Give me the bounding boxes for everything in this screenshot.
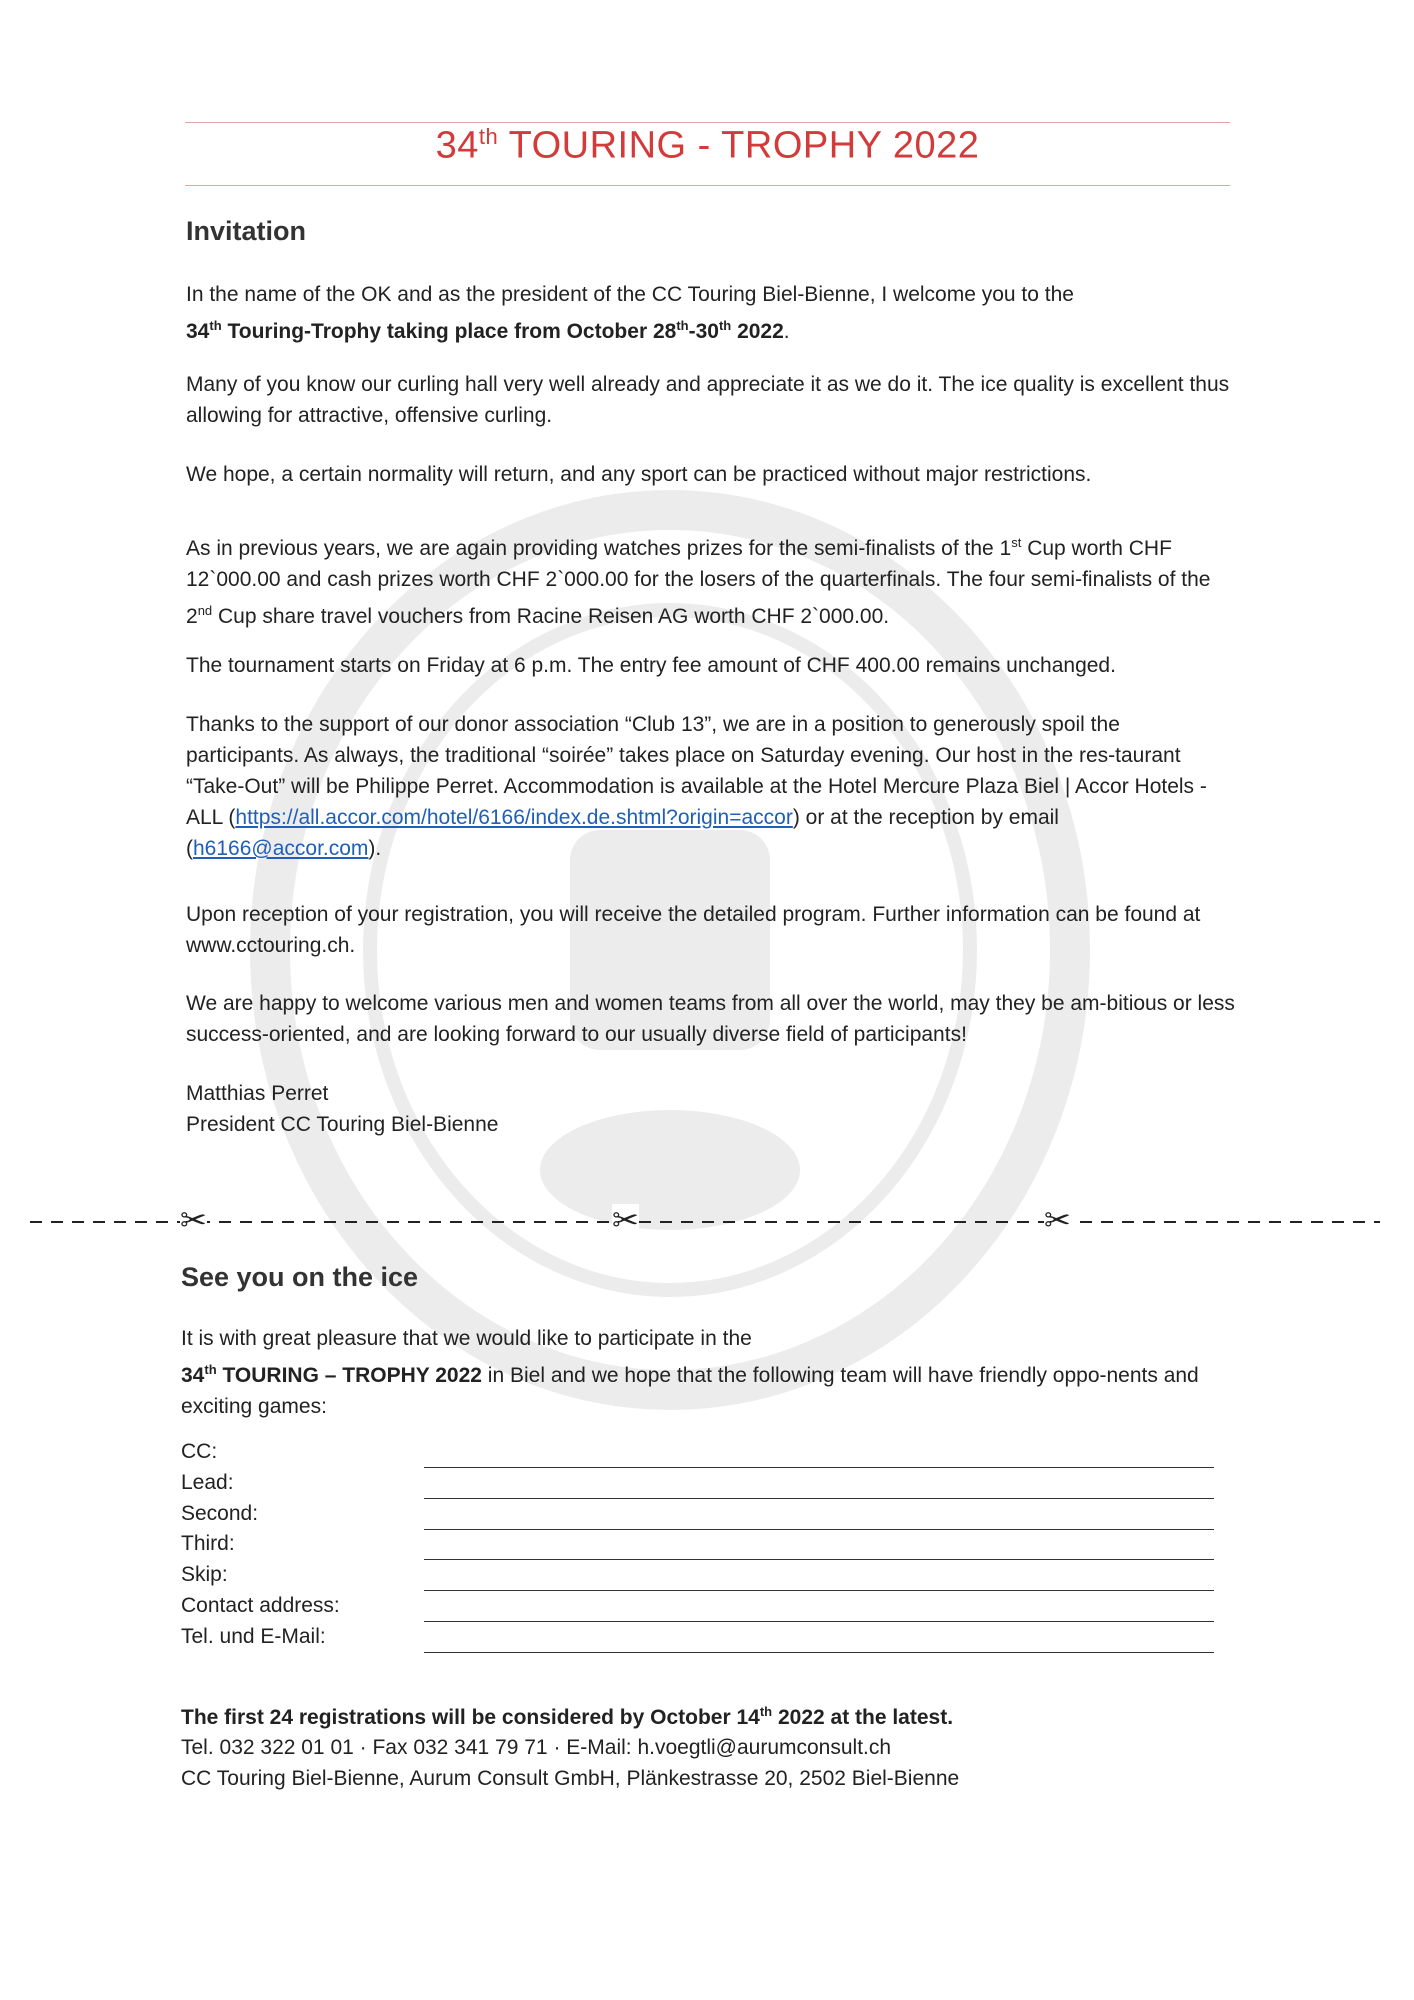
- paragraph-normality: We hope, a certain normality will return, and any sport can be practiced without major restrictions.: [186, 463, 1092, 486]
- paragraph-soiree: Thanks to the support of our donor association “Club 13”, we are in a position to generously spoil the participants. As always, the traditional “soirée” takes place on Saturday evening. Our host in the res-taurant “Take-Out” will be Philippe Perret. Accommodation is available at the Hotel Mercure Plaza Biel | Accor Hotels - ALL (https://all.accor.com/hotel/6166/index.de.shtml?origin=accor) or at the reception by email (h6166@accor.com).: [186, 713, 1207, 860]
- field-label-contact-address: Contact address:: [181, 1594, 340, 1617]
- title-bottom-rule: [185, 185, 1230, 186]
- scissors-icon: ✂: [612, 1202, 639, 1238]
- field-line-third[interactable]: [424, 1559, 1214, 1560]
- invitation-heading: Invitation: [186, 216, 306, 246]
- scissors-icon: ✂: [180, 1202, 207, 1238]
- signature-name: Matthias Perret: [186, 1082, 329, 1105]
- cut-line: [30, 1210, 1380, 1234]
- paragraph-welcome-teams: We are happy to welcome various men and women teams from all over the world, may they be am-bitious or less success-oriented, and are looking forward to our usually diverse field of participants!: [186, 992, 1235, 1046]
- title-top-rule: [185, 122, 1230, 123]
- field-label-skip: Skip:: [181, 1563, 228, 1586]
- field-line-lead[interactable]: [424, 1498, 1214, 1499]
- paragraph-program: Upon reception of your registration, you will receive the detailed program. Further information can be found at www.cctouring.ch.: [186, 903, 1201, 957]
- paragraph-prizes: As in previous years, we are again providing watches prizes for the semi-finalists of the 1st Cup worth CHF 12`000.00 and cash prizes worth CHF 2`000.00 for the losers of the quarterfinals. The four semi-finalists of the 2nd Cup share travel vouchers from Racine Reisen AG worth CHF 2`000.00.: [186, 535, 1211, 628]
- field-label-tel-email: Tel. und E-Mail:: [181, 1625, 326, 1648]
- field-line-second[interactable]: [424, 1529, 1214, 1530]
- field-line-cc[interactable]: [424, 1467, 1214, 1468]
- field-line-tel-email[interactable]: [424, 1652, 1214, 1653]
- hotel-email-link[interactable]: h6166@accor.com: [193, 837, 369, 860]
- registration-heading: See you on the ice: [181, 1262, 419, 1292]
- paragraph-curling-hall: Many of you know our curling hall very well already and appreciate it as we do it. The ice quality is excellent thus allowing for attractive, offensive curling.: [186, 373, 1230, 427]
- page-title: 34th TOURING - TROPHY 2022: [435, 124, 980, 167]
- field-label-lead: Lead:: [181, 1471, 234, 1494]
- signature: [186, 1078, 1236, 1140]
- paragraph-entry-fee: The tournament starts on Friday at 6 p.m. The entry fee amount of CHF 400.00 remains unchanged.: [186, 654, 1116, 677]
- signature-title: President CC Touring Biel-Bienne: [186, 1113, 499, 1136]
- registration-deadline: The first 24 registrations will be considered by October 14th 2022 at the latest.: [181, 1704, 954, 1729]
- scissors-icon: ✂: [1044, 1202, 1071, 1238]
- contact-details: Tel. 032 322 01 01 · Fax 032 341 79 71 · E-Mail: h.voegtli@aurumconsult.ch: [181, 1736, 892, 1759]
- field-label-cc: CC:: [181, 1440, 218, 1463]
- postal-address: CC Touring Biel-Bienne, Aurum Consult GmbH, Plänkestrasse 20, 2502 Biel-Bienne: [181, 1767, 960, 1790]
- registration-intro: It is with great pleasure that we would like to participate in the 34th TOURING – TROPHY 2022 in Biel and we hope that the following team will have friendly oppo-nents and exciting games:: [181, 1327, 1199, 1418]
- paragraph-welcome: In the name of the OK and as the president of the CC Touring Biel-Bienne, I welcome you to the 34th Touring-Trophy taking place from October 28th-30th 2022.: [186, 283, 1074, 343]
- field-line-skip[interactable]: [424, 1590, 1214, 1591]
- field-label-third: Third:: [181, 1532, 235, 1555]
- hotel-link[interactable]: https://all.accor.com/hotel/6166/index.de.shtml?origin=accor: [235, 806, 793, 829]
- field-line-contact-address[interactable]: [424, 1621, 1214, 1622]
- field-label-second: Second:: [181, 1502, 259, 1525]
